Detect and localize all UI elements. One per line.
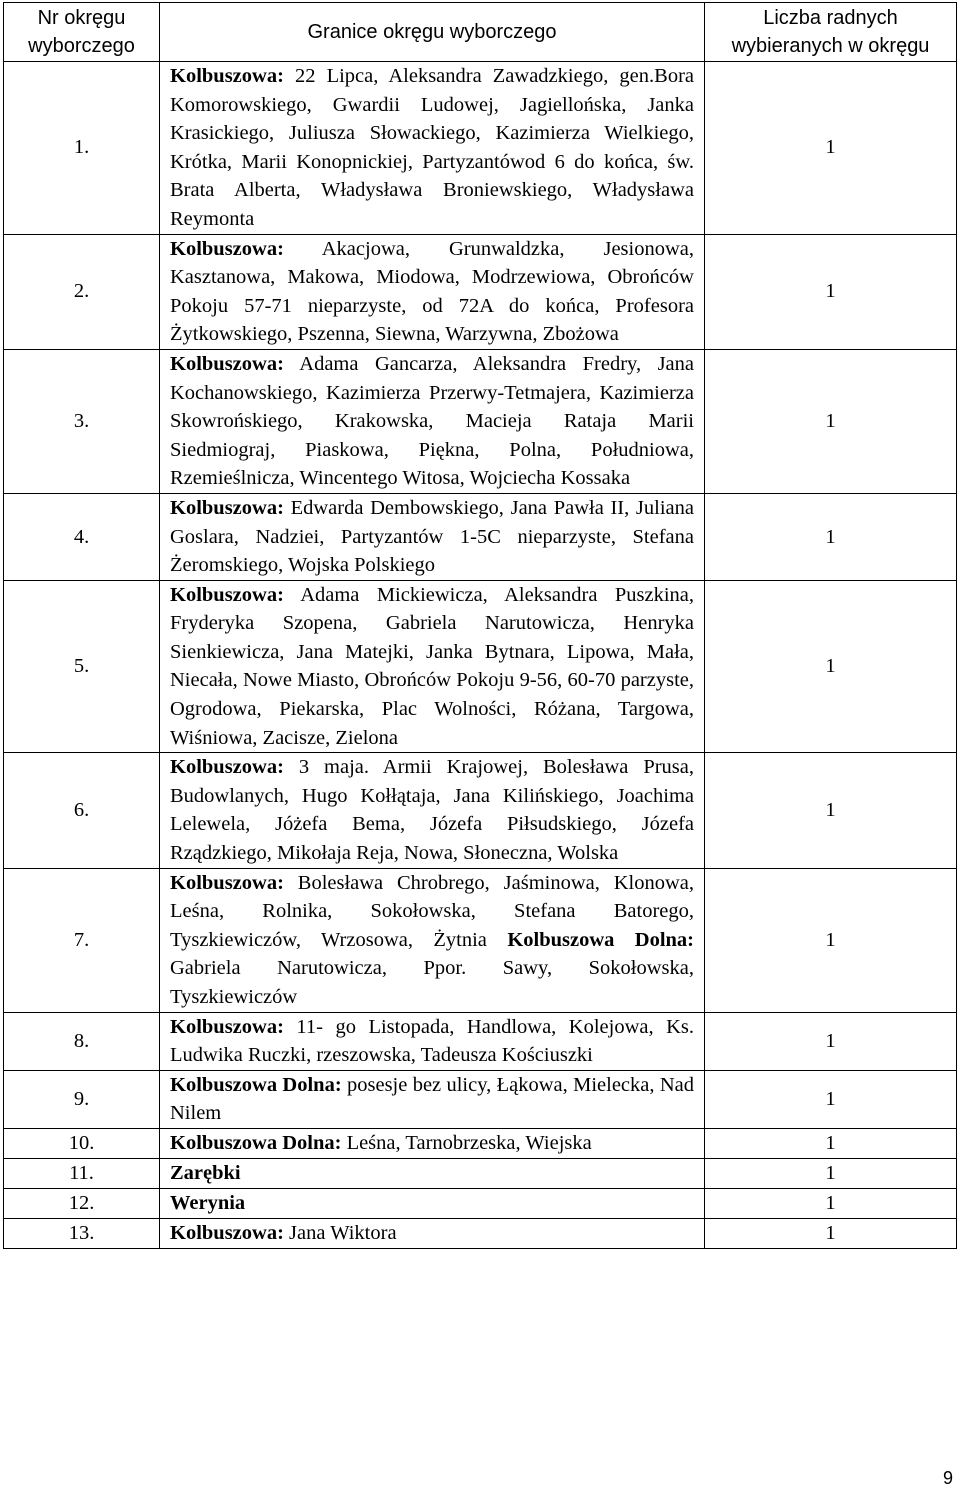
district-number: 3. (4, 349, 160, 493)
table-row (4, 1188, 957, 1218)
place-name: Kolbuszowa: (170, 496, 284, 519)
place-name: Kolbuszowa: (170, 756, 284, 779)
header-bounds: Granice okręgu wyborczego (160, 3, 705, 62)
councillor-count: 1 (705, 62, 957, 235)
table-row (4, 349, 957, 493)
place-name: Kolbuszowa Dolna: (170, 1073, 342, 1096)
district-number: 6. (4, 753, 160, 868)
place-name: Kolbuszowa: (170, 65, 284, 87)
table-row (4, 1128, 957, 1158)
street-list: Leśna, Tarnobrzeska, Wiejska (346, 1131, 592, 1154)
street-list: Edwarda Dembowskiego, Jana Pawła II, Juliana Goslara, Nadziei, Partyzantów 1-5C nieparzyste, Stefana Żeromskiego, Wojska Polskiego (170, 496, 695, 577)
header-row (4, 3, 957, 62)
street-list: Akacjowa, Grunwaldzka, Jesionowa, Kasztanowa, Makowa, Miodowa, Modrzewiowa, Obrońców Pokoju 57-71 nieparzyste, od 72A do końca, Profesora Żytkowskiego, Pszenna, Siewna, Warzywna, Zbożowa (170, 237, 694, 346)
district-bounds (160, 1012, 705, 1070)
district-bounds (160, 62, 705, 235)
place-name: Kolbuszowa: (170, 1015, 284, 1038)
street-list: Bolesława Chrobrego, Jaśminowa, Klonowa, Leśna, Rolnika, Sokołowska, Stefana Batorego, Tyszkiewiczów, Wrzosowa, Żytnia (170, 871, 695, 951)
district-bounds (160, 1070, 705, 1128)
place-name-secondary: Kolbuszowa Dolna: (507, 928, 695, 951)
councillor-count: 1 (705, 753, 957, 868)
place-name: Kolbuszowa: (170, 583, 284, 606)
table-row (4, 1218, 957, 1248)
place-name: Kolbuszowa: (170, 1221, 284, 1244)
district-number: 10. (4, 1128, 160, 1158)
district-bounds (160, 753, 705, 868)
page-number: 9 (942, 1468, 953, 1488)
header-count: Liczba radnych wybieranych w okręgu (705, 3, 957, 62)
district-number: 12. (4, 1188, 160, 1218)
place-name: Kolbuszowa: (170, 237, 284, 260)
place-name: Kolbuszowa: (170, 352, 284, 375)
districts-table (3, 2, 957, 1249)
street-list: Adama Mickiewicza, Aleksandra Puszkina, Fryderyka Szopena, Gabriela Narutowicza, Henryka Sienkiewicza, Jana Matejki, Janka Bytnara, Lipowa, Mała, Niecała, Nowe Miasto, Obrońców Pokoju 9-56, 60-70 parzyste, Ogrodowa, Piekarska, Plac Wolności, Różana, Targowa, Wiśniowa, Zacisze, Zielona (170, 583, 694, 749)
place-name: Werynia (170, 1191, 246, 1214)
district-bounds (160, 1128, 705, 1158)
councillor-count: 1 (705, 580, 957, 753)
district-number: 2. (4, 234, 160, 349)
councillor-count: 1 (705, 1158, 957, 1188)
councillor-count: 1 (705, 1012, 957, 1070)
councillor-count: 1 (705, 349, 957, 493)
councillor-count: 1 (705, 1218, 957, 1248)
district-number: 7. (4, 868, 160, 1012)
councillor-count: 1 (705, 868, 957, 1012)
street-list: 22 Lipca, Aleksandra Zawadzkiego, gen.Bora Komorowskiego, Gwardii Ludowej, Jagiellońska, Janka Krasickiego, Juliusza Słowackiego, Kazimierza Wielkiego, Krótka, Marii Konopnickiej, Partyzantówod 6 do końca, św. Brata Alberta, Władysława Broniewskiego, Władysława Reymonta (170, 65, 694, 230)
table-row (4, 62, 957, 235)
district-bounds (160, 349, 705, 493)
table-row (4, 868, 957, 1012)
place-name: Zarębki (170, 1161, 241, 1184)
street-list: Jana Wiktora (289, 1221, 397, 1244)
table-row (4, 1158, 957, 1188)
place-name: Kolbuszowa Dolna: (170, 1131, 342, 1154)
street-list: 11- go Listopada, Handlowa, Kolejowa, Ks. Ludwika Ruczki, rzeszowska, Tadeusza Kościuszki (170, 1015, 695, 1067)
header-nr: Nr okręgu wyborczego (4, 3, 160, 62)
table-row (4, 580, 957, 753)
district-number: 13. (4, 1218, 160, 1248)
district-number: 9. (4, 1070, 160, 1128)
table-row (4, 234, 957, 349)
table-row (4, 1012, 957, 1070)
councillor-count: 1 (705, 1188, 957, 1218)
street-list: Adama Gancarza, Aleksandra Fredry, Jana Kochanowskiego, Kazimierza Przerwy-Tetmajera, Kazimierza Skowrońskiego, Krakowska, Macieja Rataja Marii Siedmiograj, Piaskowa, Piękna, Polna, Południowa, Rzemieślnicza, Wincentego Witosa, Wojciecha Kossaka (170, 352, 694, 490)
district-bounds (160, 1158, 705, 1188)
district-bounds (160, 580, 705, 753)
councillor-count: 1 (705, 493, 957, 580)
district-number: 4. (4, 493, 160, 580)
district-bounds (160, 1218, 705, 1248)
street-list: posesje bez ulicy, Łąkowa, Mielecka, Nad Nilem (170, 1073, 694, 1125)
district-number: 5. (4, 580, 160, 753)
table-row (4, 493, 957, 580)
district-number: 8. (4, 1012, 160, 1070)
district-bounds (160, 493, 705, 580)
street-list: 3 maja. Armii Krajowej, Bolesława Prusa, Budowlanych, Hugo Kołłątaja, Jana Kilińskiego, Joachima Lelewela, Jóżefa Bema, Józefa Piłsudskiego, Józefa Rządzkiego, Mikołaja Reja, Nowa, Słoneczna, Wolska (170, 756, 695, 865)
councillor-count: 1 (705, 1070, 957, 1128)
district-bounds (160, 1188, 705, 1218)
district-number: 11. (4, 1158, 160, 1188)
district-bounds (160, 868, 705, 1012)
street-list-secondary: Gabriela Narutowicza, Ppor. Sawy, Sokołowska, Tyszkiewiczów (170, 957, 694, 1008)
place-name: Kolbuszowa: (170, 871, 284, 894)
district-bounds (160, 234, 705, 349)
district-number: 1. (4, 62, 160, 235)
councillor-count: 1 (705, 1128, 957, 1158)
councillor-count: 1 (705, 234, 957, 349)
table-row (4, 753, 957, 868)
table-row (4, 1070, 957, 1128)
